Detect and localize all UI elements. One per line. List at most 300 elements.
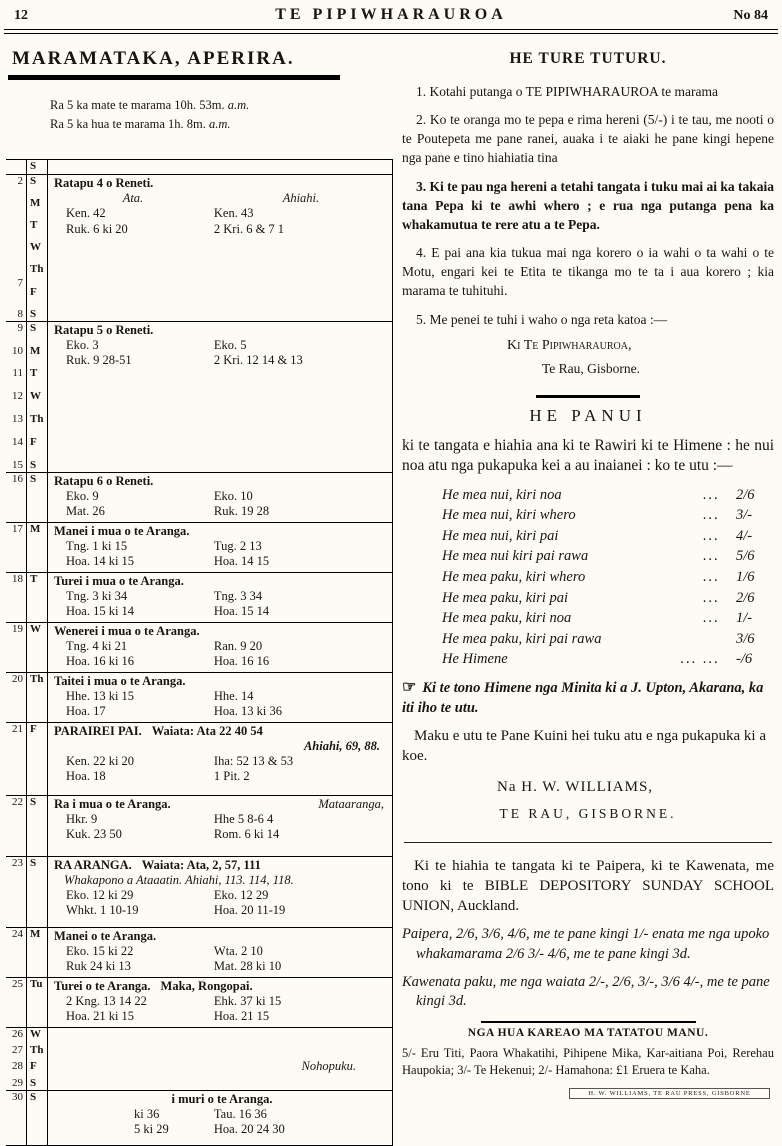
- calendar-feast-name: i muri o te Aranga.: [171, 1091, 273, 1106]
- price-value: 2/6: [736, 589, 755, 606]
- hand-note: [402, 678, 774, 718]
- calendar-reading-row: [54, 1009, 390, 1025]
- calendar-day-letter: W: [30, 1027, 41, 1040]
- page-number: 12: [14, 8, 28, 23]
- calendar-title-extra: Waiata: Ata, 2, 57, 111: [141, 857, 261, 872]
- calendar-entry: [48, 673, 392, 722]
- calendar-reading-morning: Ruk. 9 28-51: [66, 353, 132, 368]
- calendar-day-letter: Th: [30, 672, 44, 685]
- calendar-reading-row: [54, 504, 390, 520]
- ture-item: [402, 243, 774, 300]
- calendar-reading-evening: Hhe 5 8-6 4: [213, 811, 274, 826]
- calendar-date: 24: [12, 927, 23, 940]
- calendar-entry: [48, 1028, 392, 1090]
- calendar-entry: [48, 796, 392, 856]
- calendar-entry-title: [54, 929, 390, 944]
- price-dots: ...: [703, 548, 720, 565]
- calendar-reading-morning: ki 36: [134, 1106, 160, 1121]
- price-item-label: He mea paku, kiri noa: [442, 610, 572, 627]
- price-value: 1/6: [736, 568, 755, 585]
- calendar-date-column: [6, 928, 26, 977]
- calendar-reading-row: [54, 827, 390, 843]
- price-row: [442, 505, 770, 526]
- calendar-date: 13: [12, 413, 23, 426]
- calendar-date: 10: [12, 344, 23, 357]
- moon-phase-lines: [50, 96, 396, 135]
- calendar-entry: [48, 623, 392, 672]
- calendar-reading-evening: Hoa. 16 16: [213, 654, 270, 669]
- calendar-reading-row: [54, 812, 390, 828]
- calendar-block: [6, 857, 392, 928]
- calendar-date-column: [6, 473, 26, 522]
- calendar-entry: [48, 857, 392, 927]
- signature-name: Na H. W. WILLIAMS,: [497, 779, 654, 796]
- calendar-feast-name: Wenerei i mua o te Aranga.: [54, 623, 200, 638]
- calendar-day-letter: T: [30, 572, 38, 585]
- calendar-reading-row: [54, 888, 390, 904]
- calendar-date: 30: [12, 1090, 23, 1103]
- calendar-reading-morning: Kuk. 23 50: [66, 827, 122, 842]
- calendar-reading-morning: Eko. 15 ki 22: [66, 943, 134, 958]
- paipera-prices: Paipera, 2/6, 3/6, 4/6, me te pane kingi 1/- enata me nga upoko whakamarama 2/6 3/- 4/6, me te pane kingi 3d.: [402, 926, 770, 962]
- ture-item-number: 2.: [416, 112, 430, 128]
- calendar-day-column: [26, 1091, 48, 1145]
- calendar-block: [6, 322, 392, 473]
- calendar-reading-morning: Hkr. 9: [66, 811, 98, 826]
- ture-item: [402, 82, 774, 101]
- panui-heading: HE PANUI: [529, 405, 647, 425]
- calendar-day-letter: T: [30, 219, 38, 232]
- calendar-entry: [48, 175, 392, 321]
- calendar-entry: [48, 723, 392, 795]
- section-rule: [404, 842, 772, 843]
- price-item-label: He mea nui, kiri whero: [442, 507, 576, 524]
- calendar-day-letter: W: [30, 390, 41, 403]
- calendar-entry-title: [54, 674, 390, 689]
- calendar-entry-title: [54, 474, 390, 489]
- calendar-reading-row: [54, 903, 390, 919]
- calendar-day-column: [26, 623, 48, 672]
- calendar-title-extra: Maka, Rongopai.: [160, 978, 253, 993]
- calendar-reading-evening: Hoa. 21 15: [213, 1009, 270, 1024]
- calendar-reading-morning: Mat. 26: [66, 504, 105, 519]
- calendar-entry-title: [54, 574, 390, 589]
- calendar-reading-row: [54, 589, 390, 605]
- calendar-reading-row: [54, 539, 390, 555]
- calendar-reading-evening: Ehk. 37 ki 15: [213, 993, 282, 1008]
- calendar-entry-title: [54, 858, 390, 873]
- hand-note-text: Ki te tono Himene nga Minita ki a J. Upton, Akarana, ka iti iho te utu.: [402, 679, 764, 716]
- calendar-reading-morning: Ruk 24 ki 13: [66, 959, 131, 974]
- calendar-reading-evening: Hhe. 14: [213, 688, 254, 703]
- calendar-date: 7: [17, 276, 23, 289]
- calendar-reading-evening: Ahiahi.: [282, 190, 320, 205]
- price-value: 2/6: [736, 486, 755, 503]
- calendar-day-column: [26, 857, 48, 927]
- calendar-reading-evening: Iha: 52 13 & 53: [213, 753, 294, 768]
- moon-line-text: Ra 5 ka mate te marama 10h. 53m.: [50, 98, 225, 112]
- calendar-date: 20: [12, 672, 23, 685]
- masthead: [14, 6, 768, 24]
- price-value: 4/-: [736, 527, 753, 544]
- price-row: [442, 649, 770, 670]
- calendar-reading-evening: Tug. 2 13: [213, 538, 262, 553]
- calendar-reading-row: [54, 191, 390, 207]
- price-row: [442, 567, 770, 588]
- price-dots: ... ...: [680, 651, 720, 668]
- calendar-reading-morning: Hoa. 16 ki 16: [66, 654, 135, 669]
- calendar-reading-evening: 2 Kri. 6 & 7 1: [213, 221, 285, 236]
- calendar-reading-morning: Eko. 12 ki 29: [66, 887, 134, 902]
- calendar-reading-morning: Hoa. 21 ki 15: [66, 1009, 135, 1024]
- signature-place: TE RAU, GISBORNE.: [499, 806, 677, 822]
- calendar-feast-name: Turei i mua o te Aranga.: [54, 573, 184, 588]
- calendar-block: [6, 723, 392, 796]
- calendar-day-letter: F: [30, 1060, 37, 1073]
- price-row: [442, 485, 770, 506]
- calendar-reading-row: [54, 994, 390, 1010]
- calendar-day-letter: S: [30, 321, 37, 334]
- price-value: -/6: [736, 651, 753, 668]
- calendar-date: 21: [12, 722, 23, 735]
- calendar-block: [6, 175, 392, 322]
- calendar-block: [6, 573, 392, 623]
- calendar-date: 16: [12, 472, 23, 485]
- price-dots: ...: [703, 507, 720, 524]
- calendar-date-column: [6, 573, 26, 622]
- bible-depository-para: Ki te hiahia te tangata ki te Paipera, ki te Kawenata, me tono ki te BIBLE DEPOSITORY SUNDAY SCHOOL UNION, Auckland.: [402, 858, 774, 914]
- calendar-reading-evening: Ken. 43: [213, 206, 254, 221]
- calendar-reading-morning: Hoa. 18: [66, 769, 106, 784]
- calendar-date-column: [6, 322, 26, 472]
- calendar-block: [6, 978, 392, 1028]
- calendar-date: 8: [17, 307, 23, 320]
- calendar-day-column: [26, 473, 48, 522]
- calendar-day-letter: S: [30, 1076, 37, 1089]
- calendar-feast-name: Ratapu 4 o Reneti.: [54, 175, 154, 190]
- price-value: 5/6: [736, 548, 755, 565]
- calendar-day-letter: M: [30, 196, 41, 209]
- price-row: [442, 608, 770, 629]
- calendar-day-column: [26, 322, 48, 472]
- calendar-entry-title: [54, 624, 390, 639]
- calendar-reading-morning: Hhe. 13 ki 15: [66, 688, 135, 703]
- calendar-table: [6, 159, 393, 1146]
- calendar-date-column: [6, 673, 26, 722]
- calendar-entry-title: [54, 323, 390, 338]
- calendar-reading-row: [54, 604, 390, 620]
- ture-item: [402, 110, 774, 167]
- calendar-entry: [48, 322, 392, 472]
- calendar-feast-name: Manei i mua o te Aranga.: [54, 523, 190, 538]
- calendar-day-letter: F: [30, 435, 37, 448]
- calendar-day-letter: W: [30, 622, 41, 635]
- calendar-note: Nohopuku.: [301, 1058, 356, 1073]
- price-item-label: He mea nui, kiri noa: [442, 486, 562, 503]
- maramataka-heading: MARAMATAKA, APERIRA.: [12, 48, 295, 69]
- price-value: 1/-: [736, 610, 753, 627]
- calendar-reading-row: [54, 769, 390, 785]
- calendar-block: [6, 928, 392, 978]
- calendar-day-column: [26, 523, 48, 572]
- calendar-date-column: [6, 796, 26, 856]
- calendar-date: 19: [12, 622, 23, 635]
- calendar-reading-morning: Hoa. 17: [66, 704, 106, 719]
- price-item-label: He mea nui, kiri pai: [442, 527, 559, 544]
- calendar-subtitle: Whakapono a Ataaatin. Ahiahi, 113. 114, 118.: [64, 872, 294, 887]
- calendar-entry: [48, 928, 392, 977]
- ture-item-text: E pai ana kia tukua mai nga korero o ia wahi o ta wahi o te Motu, engari kei te Etita te tikanga mo te ta i aua korero ; kia marama te tuhituhi.: [402, 245, 774, 299]
- ture-item-text: Ki te pau nga hereni a tetahi tangata i tuku mai ai ka takaia tana Pepa ki te awhi whero ; e rua nga putanga pena ka whakamutua te rere atu a te Pepa.: [402, 178, 774, 232]
- calendar-date: 28: [12, 1060, 23, 1073]
- price-row: [442, 546, 770, 567]
- calendar-reading-evening: Hoa. 14 15: [213, 554, 270, 569]
- calendar-reading-evening: Ruk. 19 28: [213, 504, 270, 519]
- calendar-day-letter: Th: [30, 263, 44, 276]
- pointing-hand-icon: ☞: [402, 678, 417, 696]
- calendar-day-letter: F: [30, 285, 37, 298]
- right-column: [402, 40, 774, 1099]
- calendar-reading-evening: 1 Pit. 2: [213, 769, 250, 784]
- calendar-day-column: [26, 573, 48, 622]
- calendar-entry-title: [54, 1092, 390, 1107]
- calendar-reading-row: [54, 1122, 390, 1138]
- moon-phase-line: [50, 96, 396, 115]
- left-column: [6, 40, 396, 1146]
- calendar-title-extra: Waiata: Ata 22 40 54: [151, 723, 263, 738]
- header-rule: [4, 29, 778, 34]
- calendar-reading-morning: Ken. 42: [66, 206, 106, 221]
- calendar-reading-evening: Hoa. 13 ki 36: [213, 704, 282, 719]
- panui-intro: ki te tangata e hiahia ana ki te Rawiri ki te Himene : he nui noa atu nga pukapuka kei a au inaianei : ko te utu :—: [402, 436, 774, 475]
- calendar-reading-morning: Ata.: [122, 190, 144, 205]
- calendar-day-letter: Tu: [30, 977, 43, 990]
- calendar-block: [6, 473, 392, 523]
- calendar-day-column: [26, 160, 48, 174]
- calendar-reading-row: [54, 222, 390, 238]
- calendar-reading-evening: Tng. 3 34: [213, 588, 263, 603]
- calendar-reading-morning: Eko. 3: [66, 337, 99, 352]
- calendar-date-column: [6, 623, 26, 672]
- calendar-date: 27: [12, 1044, 23, 1057]
- calendar-reading-morning: Eko. 9: [66, 488, 99, 503]
- calendar-date: 22: [12, 795, 23, 808]
- calendar-reading-morning: Tng. 3 ki 34: [66, 588, 128, 603]
- calendar-feast-name: Ratapu 6 o Reneti.: [54, 473, 154, 488]
- ture-item: [402, 177, 774, 234]
- calendar-day-letter: S: [30, 458, 37, 471]
- calendar-reading-morning: 2 Kng. 13 14 22: [66, 993, 147, 1008]
- calendar-date: 9: [17, 321, 23, 334]
- calendar-date: 18: [12, 572, 23, 585]
- calendar-reading-row: [54, 754, 390, 770]
- calendar-entry: [48, 523, 392, 572]
- address-line-1: Ki Te Pipiwharauroa,: [507, 337, 632, 353]
- calendar-day-letter: S: [30, 159, 37, 172]
- manu-subscribers: 5/- Eru Titi, Paora Whakatihi, Pihipene Mika, Kar-aitiana Poi, Rerehau Haupokia; 3/- Te Hekenui; 2/- Hamahona: £1 Eruera te Kaha.: [402, 1046, 774, 1077]
- calendar-feast-name: PARAIREI PAI.: [54, 723, 142, 738]
- calendar-feast-name: Manei o te Aranga.: [54, 928, 157, 943]
- calendar-reading-evening: Hoa. 20 11-19: [213, 903, 286, 918]
- calendar-reading-morning: Tng. 4 ki 21: [66, 638, 128, 653]
- calendar-block: [6, 523, 392, 573]
- kawenata-prices: Kawenata paku, me nga waiata 2/-, 2/6, 3/-, 3/6 4/-, me te pane kingi 3d.: [402, 973, 770, 1009]
- calendar-block: [6, 1028, 392, 1091]
- calendar-day-letter: S: [30, 472, 37, 485]
- calendar-day-letter: T: [30, 367, 38, 380]
- calendar-reading-morning: Ken. 22 ki 20: [66, 753, 135, 768]
- calendar-date-column: [6, 1028, 26, 1090]
- ture-item-text: Me penei te tuhi i waho o nga reta katoa :—: [429, 311, 668, 327]
- manu-heading: NGA HUA KAREAO MA TATATOU MANU.: [467, 1027, 709, 1040]
- calendar-day-letter: M: [30, 927, 41, 940]
- calendar-reading-morning: Hoa. 14 ki 15: [66, 554, 135, 569]
- masthead-title: TE PIPIWHARAUROA: [275, 6, 507, 23]
- calendar-reading-morning: Tng. 1 ki 15: [66, 538, 128, 553]
- calendar-date: 12: [12, 390, 23, 403]
- ture-heading: HE TURE TUTURU.: [509, 50, 667, 67]
- price-dots: ...: [703, 568, 720, 585]
- ture-list: [402, 82, 774, 329]
- calendar-date-column: [6, 723, 26, 795]
- calendar-day-letter: F: [30, 722, 37, 735]
- calendar-day-column: [26, 1028, 48, 1090]
- calendar-block: [6, 796, 392, 857]
- ture-item-number: 4.: [416, 245, 432, 261]
- calendar-reading-row: [54, 959, 390, 975]
- calendar-block: [6, 673, 392, 723]
- calendar-reading-morning: Whkt. 1 10-19: [66, 903, 139, 918]
- calendar-reading-evening: Hoa. 20 24 30: [213, 1122, 285, 1137]
- calendar-entry-title: [54, 176, 390, 191]
- ture-item-text: Ko te oranga mo te pepa e rima hereni (5/-) i te tau, me nooti o te Poutepeta me pane ranei, auaka i te aiaki he pane kingi hepene nga pane e tino hiahiatia tina: [402, 112, 774, 166]
- calendar-feast-name: Taitei i mua o te Aranga.: [54, 673, 186, 688]
- calendar-date: 23: [12, 856, 23, 869]
- price-item-label: He mea paku, kiri pai rawa: [442, 630, 602, 647]
- calendar-day-letter: S: [30, 795, 37, 808]
- calendar-reading-row: [54, 704, 390, 720]
- calendar-date: 26: [12, 1027, 23, 1040]
- calendar-title-extra: Mataaranga,: [318, 796, 384, 811]
- calendar-day-column: [26, 796, 48, 856]
- calendar-day-column: [26, 175, 48, 321]
- printer-imprint: H. W. WILLIAMS, TE RAU PRESS, GISBORNE: [569, 1088, 770, 1099]
- calendar-entry: [48, 573, 392, 622]
- calendar-day-column: [26, 673, 48, 722]
- calendar-feast-name: Ra i mua o te Aranga.: [54, 796, 171, 811]
- price-row: [442, 526, 770, 547]
- calendar-day-letter: S: [30, 307, 37, 320]
- address-line-2: Te Rau, Gisborne.: [542, 360, 641, 376]
- calendar-entry: [48, 473, 392, 522]
- calendar-day-letter: S: [30, 174, 37, 187]
- calendar-entry: [48, 160, 392, 174]
- calendar-date: 17: [12, 522, 23, 535]
- calendar-day-letter: S: [30, 1090, 37, 1103]
- calendar-day-column: [26, 723, 48, 795]
- calendar-reading-morning: Ruk. 6 ki 20: [66, 221, 128, 236]
- ture-item-text: Kotahi putanga o TE PIPIWHARAUROA te marama: [429, 84, 718, 99]
- calendar-reading-evening: Wta. 2 10: [213, 943, 263, 958]
- price-list: [442, 485, 770, 670]
- calendar-date-column: [6, 857, 26, 927]
- calendar-reading-evening: Rom. 6 ki 14: [213, 827, 280, 842]
- calendar-entry: [48, 1091, 392, 1145]
- calendar-entry-title: [54, 979, 390, 994]
- price-dots: ...: [703, 486, 720, 503]
- calendar-date-column: [6, 160, 26, 174]
- calendar-reading-row: [54, 1107, 390, 1123]
- calendar-block: [6, 623, 392, 673]
- calendar-day-letter: W: [30, 241, 41, 254]
- calendar-day-letter: S: [30, 856, 37, 869]
- calendar-reading-evening: 2 Kri. 12 14 & 13: [213, 353, 303, 368]
- heading-rule: [8, 75, 340, 80]
- calendar-reading-evening: Tau. 16 36: [213, 1106, 267, 1121]
- calendar-date: 15: [12, 458, 23, 471]
- ture-item-number: 1.: [416, 84, 430, 99]
- calendar-day-letter: M: [30, 522, 41, 535]
- price-item-label: He mea paku, kiri whero: [442, 568, 586, 585]
- calendar-reading-morning: Hoa. 15 ki 14: [66, 604, 135, 619]
- price-dots: ...: [703, 610, 720, 627]
- calendar-date: 2: [17, 174, 23, 187]
- calendar-feast-name: RA ARANGA.: [54, 857, 132, 872]
- calendar-entry-title: [54, 524, 390, 539]
- calendar-reading-evening: Eko. 5: [213, 337, 247, 352]
- ture-item: [402, 310, 774, 329]
- calendar-day-letter: M: [30, 344, 41, 357]
- manu-rule: [481, 1021, 696, 1024]
- calendar-entry: [48, 978, 392, 1027]
- calendar-reading-row: [54, 489, 390, 505]
- moon-phase-line: [50, 115, 396, 134]
- calendar-reading-evening: Ran. 9 20: [213, 638, 263, 653]
- ture-item-number: 5.: [416, 311, 430, 327]
- price-item-label: He mea paku, kiri pai: [442, 589, 569, 606]
- price-item-label: He mea nui kiri pai rawa: [442, 548, 589, 565]
- calendar-entry-title: [54, 724, 390, 739]
- calendar-reading-morning: 5 ki 29: [134, 1122, 169, 1137]
- calendar-reading-row: [54, 353, 390, 369]
- calendar-day-letter: Th: [30, 1044, 44, 1057]
- calendar-reading-row: [54, 689, 390, 705]
- calendar-reading-row: [54, 554, 390, 570]
- calendar-entry-title: [54, 797, 390, 812]
- calendar-reading-evening: Eko. 10: [213, 488, 253, 503]
- calendar-day-column: [26, 928, 48, 977]
- calendar-block: [6, 1091, 392, 1146]
- price-value: 3/-: [736, 507, 753, 524]
- price-dots: [720, 629, 736, 650]
- calendar-reading-row: [54, 654, 390, 670]
- calendar-feast-name: Turei o te Aranga.: [54, 978, 151, 993]
- moon-line-suffix: a.m.: [208, 117, 231, 132]
- calendar-date-column: [6, 1091, 26, 1145]
- section-divider: [536, 395, 640, 398]
- moon-line-suffix: a.m.: [227, 98, 250, 112]
- calendar-date: 14: [12, 435, 23, 448]
- calendar-day-letter: Th: [30, 413, 44, 426]
- calendar-date-column: [6, 523, 26, 572]
- calendar-reading-row: [54, 639, 390, 655]
- calendar-reading-evening: Eko. 12 29: [213, 887, 269, 902]
- calendar-date: 29: [12, 1076, 23, 1089]
- issue-number: No 84: [733, 8, 768, 23]
- calendar-date-column: [6, 175, 26, 321]
- calendar-date: 25: [12, 977, 23, 990]
- price-row: [442, 588, 770, 609]
